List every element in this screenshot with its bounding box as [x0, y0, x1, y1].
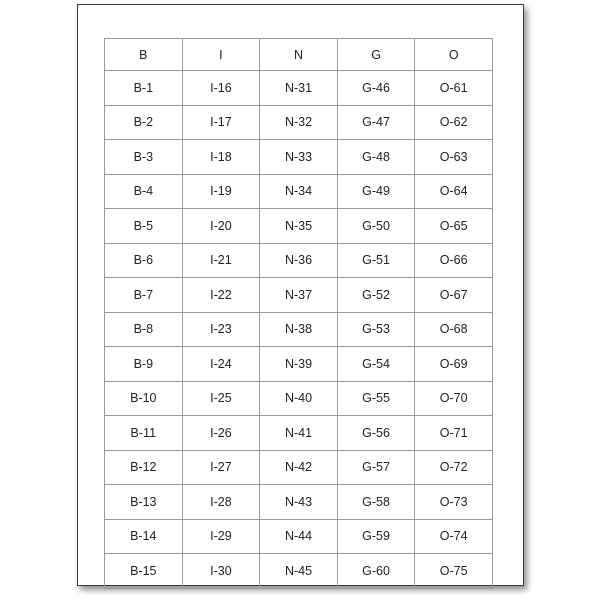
table-cell-o: O-68 — [415, 312, 493, 347]
table-row — [105, 347, 493, 382]
table-cell-g: G-51 — [337, 243, 415, 278]
table-row — [105, 105, 493, 140]
table-row — [105, 312, 493, 347]
table-cell-g: G-48 — [337, 140, 415, 175]
bingo-call-sheet-table — [104, 38, 493, 589]
table-row — [105, 554, 493, 589]
table-cell-b: B-3 — [105, 140, 183, 175]
table-row — [105, 381, 493, 416]
table-cell-g: G-58 — [337, 485, 415, 520]
table-cell-n: N-43 — [260, 485, 338, 520]
table-cell-g: G-47 — [337, 105, 415, 140]
table-cell-b: B-10 — [105, 381, 183, 416]
table-cell-b: B-9 — [105, 347, 183, 382]
table-cell-i: I-17 — [182, 105, 260, 140]
table-cell-n: N-35 — [260, 209, 338, 244]
table-cell-n: N-45 — [260, 554, 338, 589]
table-cell-n: N-41 — [260, 416, 338, 451]
table-cell-o: O-67 — [415, 278, 493, 313]
column-header-o: O — [415, 39, 493, 71]
table-cell-o: O-69 — [415, 347, 493, 382]
table-cell-b: B-14 — [105, 519, 183, 554]
table-cell-o: O-63 — [415, 140, 493, 175]
table-cell-g: G-54 — [337, 347, 415, 382]
table-cell-i: I-29 — [182, 519, 260, 554]
table-cell-g: G-50 — [337, 209, 415, 244]
table-cell-g: G-53 — [337, 312, 415, 347]
table-cell-i: I-20 — [182, 209, 260, 244]
table-row — [105, 416, 493, 451]
table-cell-i: I-30 — [182, 554, 260, 589]
table-cell-i: I-26 — [182, 416, 260, 451]
table-row — [105, 450, 493, 485]
table-cell-g: G-49 — [337, 174, 415, 209]
table-cell-g: G-46 — [337, 71, 415, 106]
table-cell-b: B-5 — [105, 209, 183, 244]
table-row — [105, 519, 493, 554]
column-header-n: N — [260, 39, 338, 71]
table-cell-i: I-21 — [182, 243, 260, 278]
table-cell-n: N-36 — [260, 243, 338, 278]
table-cell-o: O-75 — [415, 554, 493, 589]
table-cell-n: N-32 — [260, 105, 338, 140]
table-cell-o: O-70 — [415, 381, 493, 416]
table-row — [105, 140, 493, 175]
table-row — [105, 485, 493, 520]
table-body — [105, 71, 493, 589]
table-cell-i: I-28 — [182, 485, 260, 520]
table-cell-b: B-4 — [105, 174, 183, 209]
table-cell-g: G-57 — [337, 450, 415, 485]
document-page — [77, 4, 524, 586]
table-cell-o: O-72 — [415, 450, 493, 485]
table-row — [105, 243, 493, 278]
table-cell-b: B-6 — [105, 243, 183, 278]
table-cell-i: I-25 — [182, 381, 260, 416]
table-cell-i: I-18 — [182, 140, 260, 175]
table-cell-g: G-56 — [337, 416, 415, 451]
column-header-i: I — [182, 39, 260, 71]
table-cell-g: G-55 — [337, 381, 415, 416]
table-cell-i: I-16 — [182, 71, 260, 106]
table-cell-b: B-8 — [105, 312, 183, 347]
table-cell-b: B-7 — [105, 278, 183, 313]
table-cell-o: O-74 — [415, 519, 493, 554]
table-cell-n: N-42 — [260, 450, 338, 485]
table-cell-b: B-13 — [105, 485, 183, 520]
table-cell-n: N-44 — [260, 519, 338, 554]
table-cell-b: B-1 — [105, 71, 183, 106]
table-cell-n: N-31 — [260, 71, 338, 106]
table-cell-i: I-22 — [182, 278, 260, 313]
table-cell-o: O-73 — [415, 485, 493, 520]
table-row — [105, 278, 493, 313]
column-header-b: B — [105, 39, 183, 71]
table-cell-n: N-38 — [260, 312, 338, 347]
table-cell-o: O-62 — [415, 105, 493, 140]
table-cell-n: N-37 — [260, 278, 338, 313]
table-cell-b: B-11 — [105, 416, 183, 451]
table-row — [105, 174, 493, 209]
table-cell-o: O-71 — [415, 416, 493, 451]
table-cell-n: N-40 — [260, 381, 338, 416]
table-cell-i: I-24 — [182, 347, 260, 382]
table-cell-n: N-34 — [260, 174, 338, 209]
table-cell-b: B-12 — [105, 450, 183, 485]
table-cell-i: I-19 — [182, 174, 260, 209]
table-cell-o: O-66 — [415, 243, 493, 278]
table-cell-n: N-33 — [260, 140, 338, 175]
table-cell-o: O-65 — [415, 209, 493, 244]
table-cell-b: B-2 — [105, 105, 183, 140]
table-cell-g: G-59 — [337, 519, 415, 554]
table-cell-g: G-60 — [337, 554, 415, 589]
table-cell-i: I-23 — [182, 312, 260, 347]
table-cell-g: G-52 — [337, 278, 415, 313]
header-row — [105, 39, 493, 71]
table-cell-b: B-15 — [105, 554, 183, 589]
table-cell-i: I-27 — [182, 450, 260, 485]
table-row — [105, 71, 493, 106]
table-cell-o: O-64 — [415, 174, 493, 209]
table-cell-o: O-61 — [415, 71, 493, 106]
table-cell-n: N-39 — [260, 347, 338, 382]
column-header-g: G — [337, 39, 415, 71]
table-row — [105, 209, 493, 244]
